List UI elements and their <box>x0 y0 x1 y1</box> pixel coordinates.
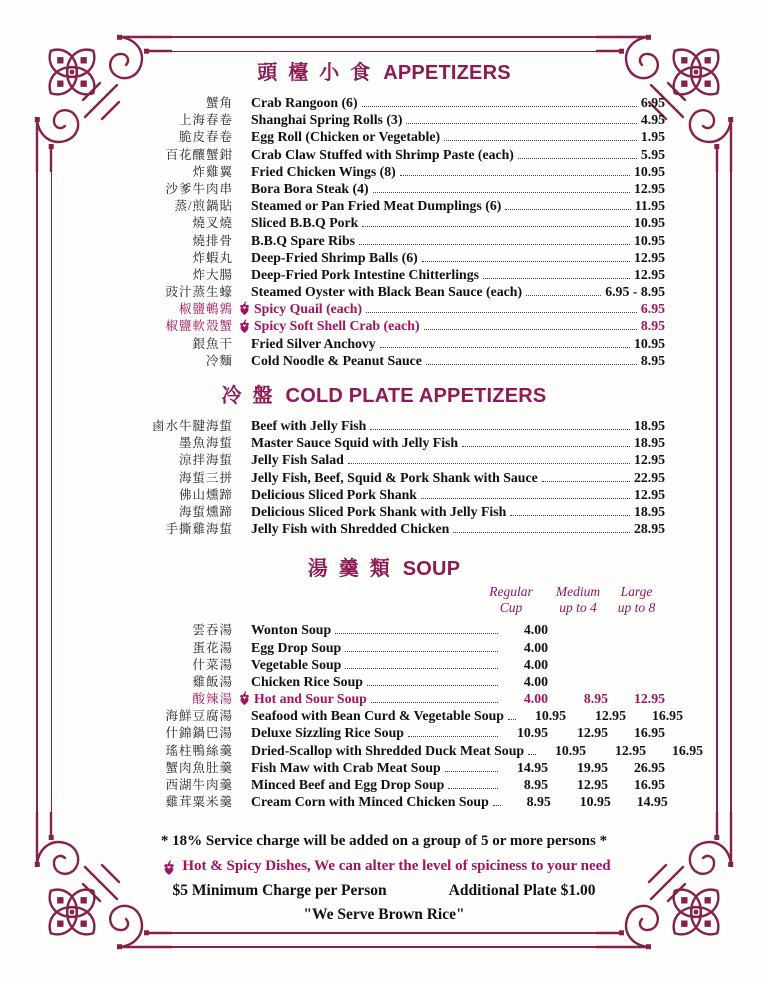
menu-item-row <box>75 485 665 502</box>
item-english-name: Jelly Fish with Shredded Chicken <box>251 521 450 537</box>
chili-pepper-icon <box>238 319 251 334</box>
dot-leader <box>406 123 636 124</box>
menu-item-row <box>75 265 665 282</box>
menu-item-row <box>75 334 665 351</box>
dot-leader <box>528 754 536 755</box>
dot-leader <box>483 278 630 279</box>
item-english-name: Egg Roll (Chicken or Vegetable) <box>251 129 441 145</box>
dot-leader <box>422 261 630 262</box>
item-price-regular: 4.00 <box>523 656 548 672</box>
dot-leader <box>348 463 630 464</box>
item-price-regular: 10.95 <box>516 725 548 741</box>
menu-item-row <box>75 741 704 758</box>
item-price: 10.95 <box>633 163 665 179</box>
item-price-large: 14.95 <box>636 794 668 810</box>
footer-notes <box>0 829 768 927</box>
section-title-soup <box>0 556 768 582</box>
item-chinese-name: 佛山燻蹄 <box>178 487 233 502</box>
section-title-english: APPETIZERS <box>383 62 511 84</box>
item-price: 12.95 <box>633 249 665 265</box>
column-header-medium: Medium up to 4 <box>555 584 601 615</box>
item-chinese-name: 冷麵 <box>205 353 233 368</box>
item-english-name: Deep-Fried Pork Intestine Chitterlings <box>251 266 479 282</box>
item-chinese-name: 沙爹牛肉串 <box>165 181 233 196</box>
item-english-name: Steamed or Pan Fried Meat Dumplings (6) <box>251 198 502 214</box>
item-chinese-name: 脆皮春卷 <box>178 130 233 145</box>
dot-leader <box>362 106 637 107</box>
chili-pepper-icon <box>238 691 251 706</box>
section-title-appetizers <box>0 60 768 86</box>
dot-leader <box>505 209 630 210</box>
dot-leader <box>444 140 637 141</box>
item-chinese-name: 椒鹽鵪鶉 <box>178 302 233 317</box>
item-price: 11.95 <box>634 198 665 214</box>
item-price-regular: 10.95 <box>534 708 566 724</box>
item-english-name: Vegetable Soup <box>251 656 342 672</box>
section-title-english: COLD PLATE APPETIZERS <box>285 385 547 407</box>
menu-item-row <box>75 758 665 775</box>
item-chinese-name: 墨魚海蜇 <box>178 436 233 451</box>
dot-leader <box>370 429 630 430</box>
item-price-medium: 12.95 <box>576 777 608 792</box>
item-price-regular: 4.00 <box>523 691 548 707</box>
item-english-name: Dried-Scallop with Shredded Duck Meat Soup <box>251 742 525 758</box>
item-english-name: Jelly Fish Salad <box>251 452 344 468</box>
item-english-name: Jelly Fish, Beef, Squid & Pork Shank with Sauce <box>251 469 538 485</box>
item-english-name: Deep-Fried Shrimp Balls (6) <box>251 249 418 265</box>
item-price-large: 16.95 <box>672 742 704 758</box>
dot-leader <box>424 329 637 330</box>
column-header-regular: Regular Cup <box>489 584 533 615</box>
item-english-name: Egg Drop Soup <box>251 639 342 655</box>
menu-item-row <box>75 502 665 519</box>
dot-leader <box>493 805 501 806</box>
dot-leader <box>518 158 637 159</box>
item-price: 12.95 <box>633 486 665 502</box>
item-chinese-name: 炸雞翼 <box>192 164 233 179</box>
item-chinese-name: 涼拌海蜇 <box>178 453 233 468</box>
item-chinese-name: 瑤柱鴨絲羹 <box>165 743 233 758</box>
item-price: 8.95 <box>640 318 665 334</box>
item-english-name: Steamed Oyster with Black Bean Sauce (each) <box>251 284 523 300</box>
dot-leader <box>453 532 630 533</box>
item-english-name: Spicy Quail (each) <box>254 301 363 317</box>
item-chinese-name: 燒叉燒 <box>192 216 233 231</box>
item-chinese-name: 什錦鍋巴湯 <box>165 726 233 741</box>
item-english-name: Hot and Sour Soup <box>254 691 367 707</box>
item-price-medium: 12.95 <box>615 742 647 758</box>
menu-item-row <box>75 433 665 450</box>
minimum-charge-text: $5 Minimum Charge per Person <box>172 882 387 900</box>
item-price-large: 26.95 <box>633 759 665 775</box>
service-charge-note: * 18% Service charge will be added on a group of 5 or more persons * <box>160 833 608 850</box>
dot-leader <box>445 771 498 772</box>
item-price-medium: 8.95 <box>583 691 608 707</box>
appetizers-list <box>75 93 665 368</box>
item-english-name: Cream Corn with Minced Chicken Soup <box>251 794 489 810</box>
item-english-name: Wonton Soup <box>251 622 332 638</box>
item-chinese-name: 海蜇三拼 <box>178 470 233 485</box>
item-english-name: Delicious Sliced Pork Shank <box>251 486 417 502</box>
item-english-name: Chicken Rice Soup <box>251 673 363 689</box>
item-chinese-name: 鹵水牛腱海蜇 <box>151 419 233 433</box>
item-price: 18.95 <box>633 418 665 433</box>
item-chinese-name: 手撕雞海蜇 <box>165 522 233 537</box>
menu-item-row <box>75 248 665 265</box>
dot-leader <box>421 498 630 499</box>
dot-leader <box>362 226 630 227</box>
item-price-large: 12.95 <box>633 691 665 707</box>
item-chinese-name: 海蜇燻蹄 <box>178 504 233 519</box>
item-english-name: Delicious Sliced Pork Shank with Jelly Fish <box>251 503 507 519</box>
item-price: 6.95 <box>640 301 665 317</box>
menu-item-row-spicy <box>75 316 665 333</box>
item-english-name: Minced Beef and Egg Drop Soup <box>251 777 445 792</box>
item-english-name: Seafood with Bean Curd & Vegetable Soup <box>251 708 504 724</box>
item-price: 12.95 <box>633 180 665 196</box>
item-chinese-name: 雲吞湯 <box>192 623 233 638</box>
item-english-name: Crab Claw Stuffed with Shrimp Paste (each) <box>251 146 514 162</box>
menu-item-row <box>75 179 665 196</box>
item-price: 18.95 <box>633 503 665 519</box>
item-price-medium: 10.95 <box>579 794 611 810</box>
dot-leader <box>345 668 498 669</box>
menu-item-row <box>75 213 665 230</box>
menu-item-row <box>75 231 665 248</box>
item-english-name: Cold Noodle & Peanut Sauce <box>251 352 422 368</box>
menu-item-row-spicy <box>75 299 665 316</box>
menu-item-row <box>75 196 665 213</box>
item-english-name: Shanghai Spring Rolls (3) <box>251 112 403 128</box>
item-chinese-name: 蟹角 <box>205 96 233 110</box>
menu-item-row <box>75 638 665 655</box>
item-chinese-name: 豉汁蒸生蠔 <box>165 285 233 300</box>
item-chinese-name: 西湖牛肉羹 <box>165 778 233 792</box>
item-english-name: Crab Rangoon (6) <box>251 95 358 110</box>
cold-plate-list <box>75 416 665 536</box>
item-price: 10.95 <box>633 335 665 351</box>
dot-leader <box>408 736 498 737</box>
item-price-large: 16.95 <box>633 725 665 741</box>
item-price-large: 16.95 <box>633 777 665 792</box>
menu-item-row <box>75 775 665 792</box>
hot-spicy-note <box>0 854 768 879</box>
item-price: 12.95 <box>633 266 665 282</box>
item-chinese-name: 炸大腸 <box>192 267 233 282</box>
item-chinese-name: 炸蝦丸 <box>192 250 233 265</box>
dot-leader <box>367 685 498 686</box>
item-chinese-name: 燒排骨 <box>192 233 233 248</box>
item-price: 28.95 <box>633 521 665 537</box>
item-price-medium: 12.95 <box>576 725 608 741</box>
menu-item-row <box>75 672 665 689</box>
menu-item-row <box>75 282 665 299</box>
item-price: 5.95 <box>640 146 665 162</box>
item-price-medium: 19.95 <box>576 759 608 775</box>
item-price-medium: 12.95 <box>594 708 626 724</box>
item-chinese-name: 蟹肉魚肚羹 <box>165 760 233 775</box>
item-price-large: 16.95 <box>651 708 683 724</box>
item-price: 18.95 <box>633 435 665 451</box>
item-price-regular: 4.00 <box>523 639 548 655</box>
item-price: 4.95 <box>640 112 665 128</box>
hot-spicy-note-text: Hot & Spicy Dishes, We can alter the level of spiciness to your need <box>182 858 611 875</box>
item-price-regular: 14.95 <box>516 759 548 775</box>
item-chinese-name: 酸辣湯 <box>192 692 233 707</box>
border-line-bottom-inner <box>166 932 602 934</box>
dot-leader <box>508 719 516 720</box>
chili-pepper-icon <box>238 301 251 316</box>
border-line-bottom-outer <box>158 946 610 948</box>
item-price-regular: 4.00 <box>523 622 548 638</box>
menu-item-row <box>75 351 665 368</box>
item-price: 1.95 <box>640 129 665 145</box>
item-english-name: Beef with Jelly Fish <box>251 418 367 433</box>
item-english-name: Spicy Soft Shell Crab (each) <box>254 318 420 334</box>
item-english-name: Fried Chicken Wings (8) <box>251 163 396 179</box>
menu-item-row <box>75 706 683 724</box>
menu-item-row-spicy <box>75 689 665 706</box>
menu-item-row <box>75 162 665 179</box>
dot-leader <box>400 175 630 176</box>
item-english-name: Fish Maw with Crab Meat Soup <box>251 759 441 775</box>
menu-item-row <box>75 110 665 127</box>
dot-leader <box>462 446 630 447</box>
item-price: 12.95 <box>633 452 665 468</box>
menu-item-row <box>75 450 665 467</box>
dot-leader <box>373 192 630 193</box>
item-price-regular: 8.95 <box>526 794 551 810</box>
dot-leader <box>510 515 630 516</box>
item-english-name: Sliced B.B.Q Pork <box>251 215 359 231</box>
soup-size-column-headers <box>75 584 665 617</box>
item-chinese-name: 百花釀蟹鉗 <box>165 147 233 162</box>
menu-item-row <box>75 127 665 144</box>
menu-item-row <box>75 620 665 637</box>
item-price: 22.95 <box>633 469 665 485</box>
item-chinese-name: 海鮮豆腐湯 <box>165 709 233 724</box>
item-chinese-name: 上海春卷 <box>178 113 233 128</box>
menu-item-row <box>75 468 665 485</box>
charges-note <box>0 879 768 903</box>
dot-leader <box>380 347 630 348</box>
menu-item-row <box>75 723 665 740</box>
section-title-chinese: 頭 檯 小 食 <box>257 62 374 84</box>
dot-leader <box>448 788 498 789</box>
item-chinese-name: 雞飯湯 <box>192 674 233 689</box>
item-english-name: Deluxe Sizzling Rice Soup <box>251 725 404 741</box>
item-chinese-name: 銀魚干 <box>192 336 233 351</box>
chili-pepper-icon <box>162 860 176 876</box>
section-title-chinese: 冷 盤 <box>221 385 276 407</box>
dot-leader <box>335 633 498 634</box>
dot-leader <box>359 244 630 245</box>
item-chinese-name: 雞茸粟米羹 <box>165 795 233 810</box>
section-title-chinese: 湯 羹 類 <box>307 558 393 581</box>
item-price: 8.95 <box>640 352 665 368</box>
menu-item-row <box>75 416 665 433</box>
item-price-regular: 8.95 <box>523 777 548 792</box>
item-price: 6.95 <box>640 95 665 110</box>
dot-leader <box>542 481 630 482</box>
section-title-cold-plate <box>0 383 768 409</box>
item-chinese-name: 蒸/煎鍋貼 <box>174 199 233 214</box>
item-english-name: Bora Bora Steak (4) <box>251 180 369 196</box>
dot-leader <box>371 702 498 703</box>
item-chinese-name: 椒鹽軟殼蟹 <box>165 319 233 334</box>
dot-leader <box>366 312 637 313</box>
item-price: 10.95 <box>633 232 665 248</box>
menu-item-row <box>75 519 665 536</box>
item-price: 10.95 <box>633 215 665 231</box>
item-english-name: B.B.Q Spare Ribs <box>251 232 356 248</box>
item-english-name: Fried Silver Anchovy <box>251 335 376 351</box>
brown-rice-note: "We Serve Brown Rice" <box>303 906 465 924</box>
menu-item-row <box>75 93 665 110</box>
item-price: 6.95 - 8.95 <box>605 284 665 300</box>
dot-leader <box>426 364 637 365</box>
item-price-regular: 4.00 <box>523 673 548 689</box>
dot-leader <box>345 651 498 652</box>
column-header-large: Large up to 8 <box>617 584 656 615</box>
item-chinese-name: 什菜湯 <box>192 657 233 672</box>
item-english-name: Master Sauce Squid with Jelly Fish <box>251 435 459 451</box>
soup-list <box>75 620 704 810</box>
menu-item-row <box>75 792 668 810</box>
item-price-regular: 10.95 <box>555 742 587 758</box>
section-title-english: SOUP <box>402 558 461 581</box>
item-chinese-name: 蛋花湯 <box>192 640 233 655</box>
dot-leader <box>526 295 601 296</box>
additional-plate-text: Additional Plate $1.00 <box>448 882 596 900</box>
menu-item-row <box>75 145 665 162</box>
menu-item-row <box>75 655 665 672</box>
